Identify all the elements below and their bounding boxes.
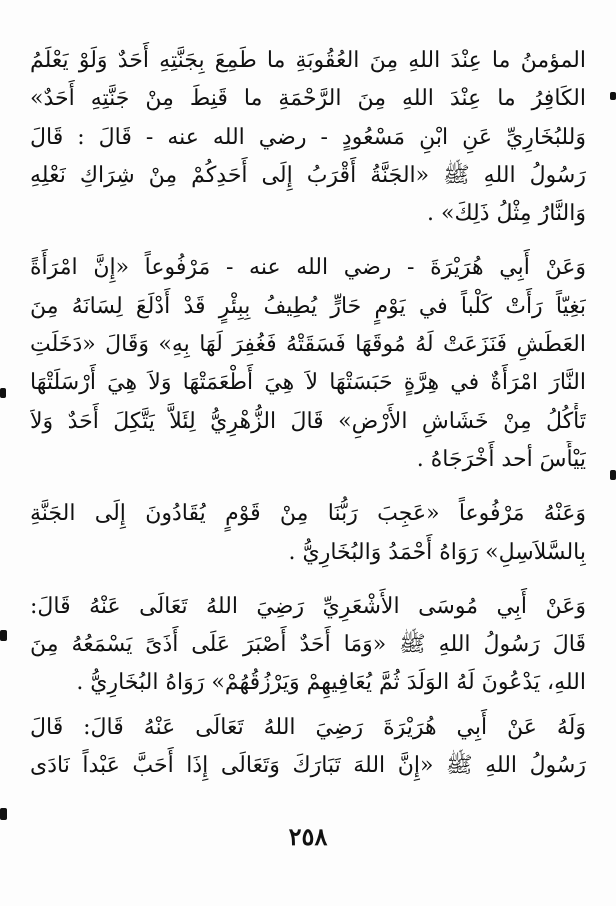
paragraph-gap — [30, 572, 586, 588]
paragraph-3 — [30, 495, 586, 572]
paragraph-4 — [30, 588, 586, 703]
scan-edge-mark — [610, 470, 616, 480]
text-line: رَسُولُ اللهِ ﷺ «الجَنَّةُ أَقْرَبُ إِلَى أَحَدِكُمْ مِنْ شِرَاكِ نَعْلِهِ — [30, 162, 586, 188]
text-line: يَيْأَسَ أحد أَخْرَجَاهُ . — [416, 446, 586, 472]
text-line: وَعَنْ أَبِي هُرَيْرَةَ - رضي الله عنه - مَرْفُوعاً «إِنَّ امْرَأَةً — [30, 255, 586, 281]
text-line: وَالنَّارُ مِثْلُ ذَلِكَ» . — [427, 201, 586, 227]
text-line: رَسُولُ اللهِ ﷺ «إِنَّ اللهَ تَبَارَكَ وَتَعَالَى إِذَا أَحَبَّ عَبْداً نَادَى — [30, 753, 586, 779]
paragraph-gap — [30, 233, 586, 249]
text-line: وَللبُخَارِيِّ عَنِ ابْنِ مَسْعُودٍ - رضي الله عنه - قَالَ : قَالَ — [30, 124, 586, 150]
text-line: وَلَهُ عَنْ أَبِي هُرَيْرَةَ رَضِيَ اللهُ تَعَالَى عَنْهُ قَالَ: قَالَ — [30, 714, 586, 740]
paragraph-5 — [30, 709, 586, 786]
text-line: بِالسَّلاَسِلِ» رَوَاهُ أَحْمَدُ وَالبُخَارِيُّ . — [288, 539, 586, 565]
text-line: قَالَ رَسُولُ اللهِ ﷺ «وَمَا أَحَدٌ أَصْبَرَ عَلَى أَذَىً يَسْمَعُهُ مِنَ — [30, 632, 586, 658]
scan-edge-mark — [610, 92, 616, 100]
text-line: تَأْكُلُ مِنْ خَشَاشِ الأَرْضِ» قَالَ الزُّهْرِيُّ لِئَلاَّ يَتَّكِلَ أَحَدٌ وَلاَ — [30, 408, 586, 434]
text-line: بَغِيّاً رَأَتْ كَلْباً في يَوْمٍ حَارٍّ يُطِيفُ بِبِئْرٍ قَدْ أَدْلَعَ لِسَانَهُ مِنَ — [30, 293, 586, 319]
scan-edge-mark — [0, 630, 7, 641]
paragraph-gap — [30, 479, 586, 495]
text-line: الكَافِرُ ما عِنْدَ اللهِ مِنَ الرَّحْمَةِ ما قَنِطَ مِنْ جَنَّتِهِ أَحَدٌ» — [30, 86, 586, 112]
text-line: المؤمنُ ما عِنْدَ اللهِ مِنَ العُقُوبَةِ ما طَمِعَ بِجَنَّتِهِ أَحَدٌ وَلَوْ يَعْلَمُ — [30, 48, 586, 73]
page-number: ٢٥٨ — [288, 822, 328, 851]
paragraph-2 — [30, 249, 586, 479]
text-line: اللهِ، يَدْعُونَ لَهُ الوَلَدَ ثُمَّ يُعَافِيهِمْ وَيَرْزُقُهُمْ» رَوَاهُ البُخَارِيُّ . — [76, 670, 586, 696]
text-line: وَعَنْ أَبِي مُوسَى الأَشْعَرِيِّ رَضِيَ اللهُ تَعَالَى عَنْهُ قَالَ: — [30, 593, 586, 619]
text-line: العَطَشِ فَنَزَعَتْ لَهُ مُوقَهَا فَسَقَتْهُ فَغُفِرَ لَهَا بِهِ» وَقَالَ «دَخَلَتِ — [30, 332, 586, 358]
scan-edge-mark — [0, 808, 7, 820]
page-body-text — [30, 42, 586, 785]
text-line: وَعَنْهُ مَرْفُوعاً «عَجِبَ رَبُّنَا مِنْ قَوْمٍ يُقَادُونَ إِلَى الجَنَّةِ — [30, 501, 586, 527]
text-line: النَّارَ امْرَأَةٌ في هِرَّةٍ حَبَسَتْهَا لاَ هِيَ أَطْعَمَتْهَا وَلاَ هِيَ أَرْسَلَتْهَا — [30, 370, 586, 396]
paragraph-1 — [30, 42, 586, 233]
scan-edge-mark — [0, 388, 6, 398]
